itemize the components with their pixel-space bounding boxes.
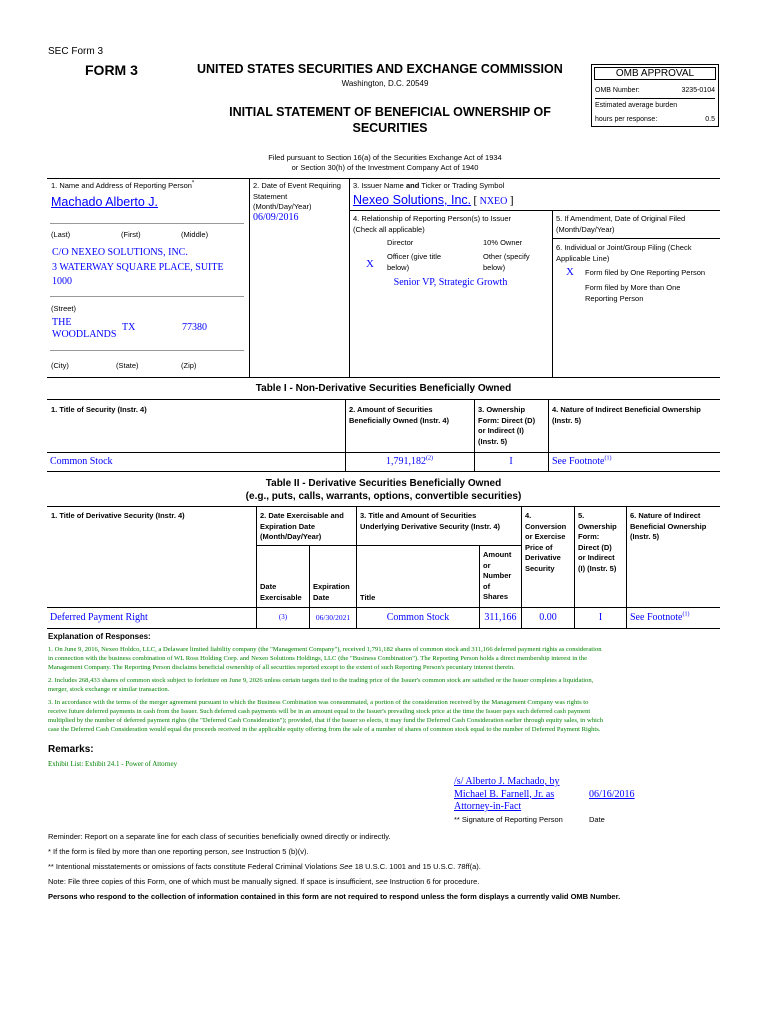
footer-note-3 [48, 874, 620, 889]
box6-label-line2: Applicable Line) [556, 253, 610, 263]
ten-percent-label: 10% Owner [483, 238, 523, 247]
footer-omb-notice: Persons who respond to the collection of information contained in this form are not required to respond unless the form displays a currently valid OMB Number. [48, 892, 621, 901]
t2-col5-line3: Form: [578, 532, 600, 541]
box3-label [353, 181, 504, 192]
commission-name: UNITED STATES SECURITIES AND EXCHANGE COMMISSION [197, 62, 563, 76]
footer-note-1-see: see [231, 847, 244, 856]
t1-col2-header [349, 405, 449, 426]
ticker-bracket-open: [ [473, 193, 478, 207]
t1-col2-line1: 2. Amount of Securities [349, 405, 433, 414]
box1-label-text: 1. Name and Address of Reporting Person [51, 181, 192, 190]
officer-title: Senior VP, Strategic Growth [393, 277, 508, 288]
issuer-line [353, 193, 514, 208]
t1-amount-footnote: (2) [426, 455, 433, 462]
address-line1: C/O NEXEO SOLUTIONS, INC. [52, 247, 188, 258]
other-label-line2: below) [483, 262, 506, 272]
footer-note-2 [48, 859, 620, 874]
t2-col2-line1: 2. Date Exercisable and [260, 511, 344, 520]
t2-amount-line3: Number [483, 571, 512, 580]
issuer-name[interactable]: Nexeo Solutions, Inc. [353, 193, 472, 207]
t2-col-rule-4 [574, 506, 575, 628]
t2-col3-line2: Underlying Derivative Security (Instr. 4) [360, 521, 501, 531]
director-label: Director [387, 238, 414, 247]
t1-col4-header [552, 405, 701, 426]
t1-col4-line1: 4. Nature of Indirect Beneficial Ownership [552, 405, 701, 414]
footer-note-3-see: see [375, 877, 388, 886]
top-rule [47, 178, 720, 179]
box1-label-mark: * [191, 180, 195, 187]
box4-label-line1: 4. Relationship of Reporting Person(s) to Issuer [353, 214, 511, 223]
form-title [210, 104, 570, 136]
t2-col4-header [525, 511, 566, 574]
box3-label-and: and [405, 181, 420, 190]
t2-title-subheader: Title [360, 593, 376, 602]
footer-note-1 [48, 844, 620, 859]
signature-label: ** Signature of Reporting Person [454, 815, 563, 824]
t2-col5-line5: or Indirect [578, 553, 615, 562]
one-person-check[interactable]: X [566, 266, 574, 278]
omb-number-value: 3235-0104 [681, 87, 715, 94]
t1-col3-line1: 3. Ownership [478, 405, 526, 414]
t2-col4-line3: or Exercise [525, 532, 566, 541]
t2-col2-header [260, 511, 344, 543]
city-underline [50, 350, 244, 351]
t2-col3-line1: 3. Title and Amount of Securities [360, 511, 477, 520]
officer-label-line2: below) [387, 262, 410, 272]
box2-label-line1: 2. Date of Event Requiring [253, 181, 341, 190]
t2-col5-line2: Ownership [578, 521, 617, 531]
signature-block [454, 776, 560, 814]
t2-col3-header [360, 511, 500, 532]
box2-label-line2: Statement [253, 191, 288, 201]
remarks-text: Exhibit List: Exhibit 24.1 - Power of Attorney [48, 760, 178, 768]
t2-col-rule-3 [521, 506, 522, 628]
t2-row-price: 0.00 [539, 612, 557, 623]
t2-col4-line6: Security [525, 563, 555, 573]
signature-date: 06/16/2016 [589, 789, 635, 800]
t2-col5-header [578, 511, 617, 574]
explanation-notes [48, 645, 723, 734]
t1-row-title: Common Stock [50, 456, 113, 467]
footer-note-2-post: 18 U.S.C. 1001 and 15 U.S.C. 78ff(a). [352, 862, 481, 871]
remarks-heading: Remarks: [48, 744, 94, 755]
t1-col-rule-3 [548, 399, 549, 471]
t2-col2-line3: (Month/Day/Year) [260, 532, 322, 541]
t2-row-amount: 311,166 [484, 612, 517, 623]
box5-label-line2: (Month/Day/Year) [556, 224, 615, 234]
t2-col6-line2: Beneficial Ownership [630, 521, 707, 531]
t2-col6-line1: 6. Nature of Indirect [630, 511, 701, 520]
more-person-label [585, 283, 680, 304]
t2-col6-header [630, 511, 706, 543]
t2-col5-line4: Direct (D) [578, 542, 612, 552]
ticker-bracket-close: ] [509, 193, 514, 207]
form-title-line2: SECURITIES [352, 121, 428, 135]
signature-line3: Attorney-in-Fact [454, 801, 522, 812]
box4-label [353, 214, 511, 235]
t1-row-form: I [509, 456, 513, 467]
date-label: Date [589, 815, 605, 824]
t2-expiration-header [313, 582, 350, 603]
city-line1: THE [52, 317, 72, 328]
t1-col1-header: 1. Title of Security (Instr. 4) [51, 405, 147, 414]
more-person-line2: Reporting Person [585, 293, 644, 303]
t2-subheader-rule [256, 545, 521, 546]
box5-label [556, 214, 685, 235]
t1-row-nature [552, 456, 612, 467]
t2-row-nature [630, 612, 690, 623]
t2-col4-line4: Price of [525, 542, 553, 552]
t2-col6-line3: (Instr. 5) [630, 532, 660, 541]
name-underline [50, 223, 244, 224]
t2-expiration-line1: Expiration [313, 582, 350, 591]
officer-label-line1: Officer (give title [387, 252, 442, 261]
col-rule-1 [249, 178, 250, 377]
footer-note-1-post: Instruction 5 (b)(v). [243, 847, 309, 856]
t1-row-amount [349, 456, 470, 467]
table2-title-line2: (e.g., puts, calls, warrants, options, convertible securities) [245, 491, 522, 502]
omb-hours-label: hours per response: [595, 116, 658, 123]
filed-pursuant [230, 153, 540, 173]
note3-line3: multiplied by the number of deferred payment rights (the "Deferred Cash Consideration"); provided, that if the Issuer so elects, it may fund the Deferred Cash Consideration earlier through equity sales, in which [48, 717, 604, 724]
form-title-line1: INITIAL STATEMENT OF BENEFICIAL OWNERSHIP OF [229, 105, 551, 119]
t2-amount-line5: Shares [483, 592, 509, 601]
table2-top-rule [47, 506, 720, 507]
col-rule-3 [552, 210, 553, 377]
note1-line2: in connection with the business combination of WL Ross Holding Corp. and Nexeo Solutions Holdings, LLC (the "Business Combination"). The Reporting Person holds a direct membership interest in the [48, 655, 588, 662]
middle-label: (Middle) [181, 230, 209, 239]
street-label: (Street) [51, 304, 77, 313]
commission-location: Washington, D.C. 20549 [341, 79, 429, 88]
note1-line1: 1. On June 9, 2016, Nexeo Holdco, LLC, a Delaware limited liability company (the "Management Company"), received 1,791,182 shares of common stock and 311,166 deferred payment rights as consideration [48, 646, 602, 653]
other-label [483, 252, 530, 273]
filed-line1: Filed pursuant to Section 16(a) of the Securities Exchange Act of 1934 [268, 153, 502, 162]
box5-label-line1: 5. If Amendment, Date of Original Filed [556, 214, 686, 223]
box5-rule [552, 238, 720, 239]
more-person-line1: Form filed by More than One [585, 283, 681, 292]
box6-label-line1: 6. Individual or Joint/Group Filing (Check [556, 243, 692, 252]
form-number: FORM 3 [85, 62, 138, 78]
t2-row-title: Deferred Payment Right [50, 612, 148, 623]
t1-nature-footnote: (1) [604, 455, 612, 462]
t2-col4-line5: Derivative [525, 553, 561, 562]
t2-col5-line6: (I) (Instr. 5) [578, 563, 617, 573]
footer-reminder: Reminder: Report on a separate line for each class of securities beneficially owned directly or indirectly. [48, 832, 391, 841]
t2-nature-value: See Footnote [630, 612, 683, 623]
issuer-rule [349, 210, 720, 211]
t2-amount-line4: of [483, 581, 491, 591]
last-label: (Last) [51, 230, 71, 239]
t1-col-rule-1 [345, 399, 346, 471]
note3-line2: receive future deferred payments in cash from the Issuer. Such deferred cash payments will be in an amount equal to the Issuer's prevailing stock price at the time the Issuer pays such deferred cash payment [48, 708, 591, 715]
footer-note-1-pre: * If the form is filed by more than one reporting person, [48, 847, 232, 856]
t2-date-exercisable-header [260, 582, 302, 603]
address-underline [50, 296, 244, 297]
t2-amount-line1: Amount [483, 550, 512, 559]
t1-col-rule-2 [474, 399, 475, 471]
omb-number-label: OMB Number: [595, 87, 640, 94]
t2-col1-header: 1. Title of Derivative Security (Instr. 4) [51, 511, 185, 520]
footer-note-2-see: See [339, 862, 353, 871]
t2-col4-line1: 4. [525, 511, 532, 520]
note2-line1: 2. Includes 268,433 shares of common stock subject to forfeiture on June 9, 2026 unless certain targets tied to the trading price of the Issuer's common stock are satisfied or the Issuer completes a liquidation, [48, 677, 594, 684]
t2-col-rule-5 [626, 506, 627, 628]
box2-label [253, 181, 341, 213]
t1-col3-line2: Form: Direct (D) [478, 415, 536, 425]
table1-title: Table I - Non-Derivative Securities Beneficially Owned [255, 383, 512, 394]
t1-col3-line3: or Indirect (I) [478, 426, 524, 435]
t2-row-expiration: 06/30/2021 [315, 613, 351, 622]
t2-col4-line2: Conversion [525, 521, 567, 531]
note3-line1: 3. In accordance with the terms of the merger agreement pursuant to which the Business Combination was consummated, a portion of the consideration received by the Management Company was rights to [48, 699, 589, 706]
mid-rule [47, 377, 720, 378]
state-label: (State) [116, 361, 139, 370]
city-label: (City) [51, 361, 69, 370]
omb-details [595, 84, 715, 127]
t2-col5-line1: 5. [578, 511, 585, 520]
city-line2: WOODLANDS [52, 329, 117, 340]
t1-amount-value: 1,791,182 [386, 456, 426, 467]
note3-line4: case the Deferred Cash Consideration would equal the proceeds received in the applicable equity offering from the sale of a number of shares of common stock equal to the number of Deferred Payment Rights. [48, 726, 601, 733]
explanation-heading: Explanation of Responses: [48, 632, 151, 641]
ticker-symbol: NXEO [479, 196, 508, 207]
signature-line2: Michael B. Farnell, Jr. as [454, 788, 555, 800]
table2-title [47, 477, 720, 503]
zip-value: 77380 [182, 322, 207, 333]
footer-note-2-pre: ** Intentional misstatements or omissions of facts constitute Federal Criminal Violations [48, 862, 340, 871]
t2-amount-subheader [483, 550, 511, 603]
t2-header-rule [47, 607, 720, 608]
omb-title: OMB APPROVAL [594, 67, 716, 80]
box6-label [556, 243, 691, 264]
zip-label: (Zip) [181, 361, 197, 370]
box2-label-line3: (Month/Day/Year) [253, 202, 312, 211]
filed-line2: or Section 30(h) of the Investment Company Act of 1940 [291, 163, 479, 172]
note1-line3: Management Company. The Reporting Person disclaims beneficial ownership of all securities reported except to the extent of such Reporting Person's pecuniary interest therein. [48, 664, 515, 671]
t2-date-ex-line2: Exercisable [260, 592, 302, 602]
t2-col2-line2: Expiration Date [260, 521, 316, 531]
t1-col3-header [478, 405, 535, 447]
footer-notes [48, 829, 620, 904]
address-line2: 3 WATERWAY SQUARE PLACE, SUITE [52, 261, 224, 273]
box3-label-pre: 3. Issuer Name [353, 181, 406, 190]
t2-col-rule-1 [256, 506, 257, 628]
event-date: 06/09/2016 [253, 212, 299, 223]
t2-row-date-exercisable: (3) [278, 613, 288, 621]
sec-form-label: SEC Form 3 [48, 46, 104, 57]
box3-label-post: Ticker or Trading Symbol [419, 181, 505, 190]
other-label-line1: Other (specify [483, 252, 530, 261]
state-value: TX [122, 322, 136, 333]
t1-col2-line2: Beneficially Owned (Instr. 4) [349, 415, 450, 425]
t1-nature-value: See Footnote [552, 456, 605, 467]
table1-bottom-rule [47, 471, 720, 472]
omb-number-row [595, 84, 715, 99]
signature-line1: /s/ Alberto J. Machado, by [454, 776, 560, 787]
t1-col4-line2: (Instr. 5) [552, 415, 582, 425]
reporting-address [52, 246, 224, 290]
box1-label [51, 181, 194, 192]
t1-col3-line4: (Instr. 5) [478, 436, 508, 446]
t2-row-underlying: Common Stock [386, 612, 450, 623]
city-value [52, 317, 116, 341]
omb-hours-row [595, 113, 715, 127]
omb-burden-label: Estimated average burden [595, 102, 678, 109]
t2-row-form: I [598, 612, 603, 623]
table2-bottom-rule [47, 628, 720, 629]
officer-label [387, 252, 441, 273]
omb-hours-value: 0.5 [705, 116, 715, 123]
reporting-person-name[interactable]: Machado Alberto J. [51, 195, 159, 209]
table1-top-rule [47, 399, 720, 400]
t2-date-ex-line1: Date [260, 582, 277, 591]
footer-note-3-pre: Note: File three copies of this Form, one of which must be manually signed. If space is insufficient, [48, 877, 376, 886]
one-person-label: Form filed by One Reporting Person [585, 268, 706, 277]
t1-header-rule [47, 452, 720, 453]
note2-line2: merger, stock exchange or similar transaction. [48, 686, 170, 693]
omb-approval-box [591, 64, 719, 127]
officer-check[interactable]: X [366, 258, 374, 270]
footer-note-3-post: Instruction 6 for procedure. [387, 877, 480, 886]
address-line3: 1000 [52, 276, 72, 287]
table2-title-line1: Table II - Derivative Securities Beneficially Owned [265, 478, 502, 489]
box4-label-line2: (Check all applicable) [353, 224, 425, 234]
t2-col-rule-2 [356, 506, 357, 628]
t2-amount-line2: or [483, 560, 491, 570]
first-label: (First) [121, 230, 141, 239]
col-rule-2 [349, 178, 350, 377]
t2-nature-footnote: (1) [682, 611, 690, 618]
t2-expiration-line2: Date [313, 592, 330, 602]
